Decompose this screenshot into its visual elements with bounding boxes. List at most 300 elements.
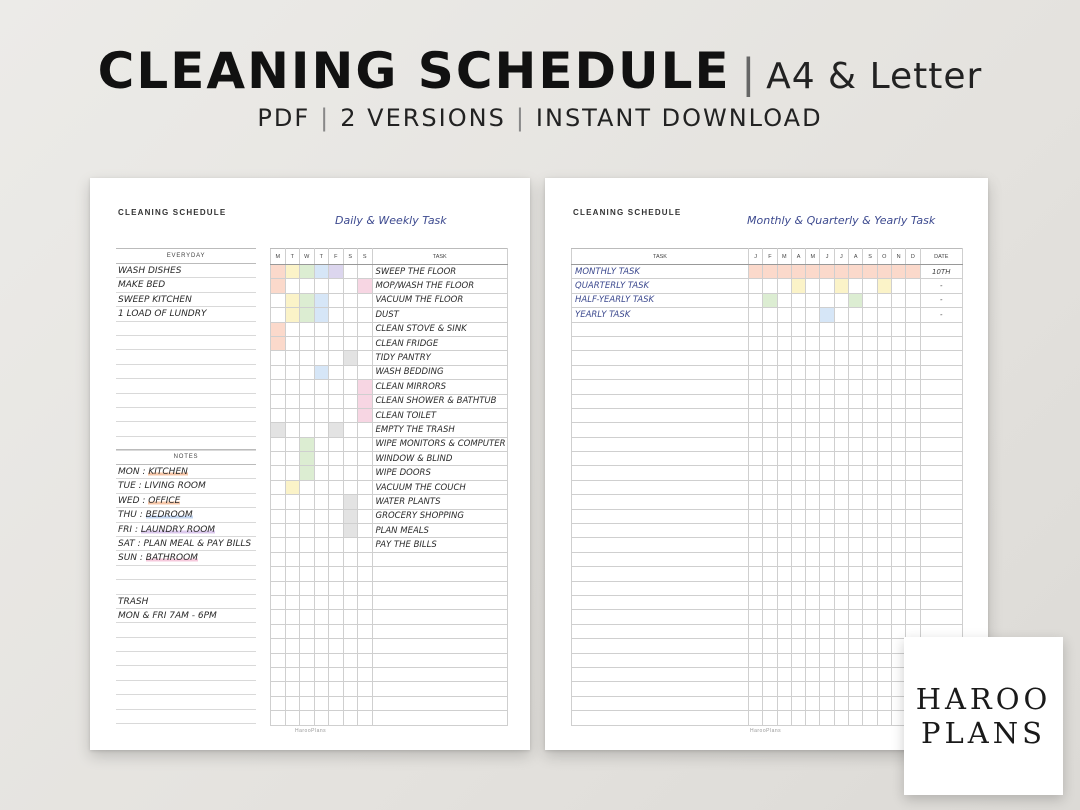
day-check-cell bbox=[329, 538, 344, 552]
month-check-cell bbox=[834, 595, 848, 609]
month-check-cell bbox=[777, 624, 791, 638]
note-room: KITCHEN bbox=[148, 467, 188, 477]
day-check-cell bbox=[314, 653, 329, 667]
task-date bbox=[920, 394, 962, 408]
task-name bbox=[572, 653, 749, 667]
day-check-cell bbox=[329, 480, 344, 494]
month-check-cell bbox=[806, 667, 820, 681]
day-check-cell bbox=[329, 265, 344, 279]
month-check-cell bbox=[906, 524, 920, 538]
everyday-panel bbox=[116, 248, 256, 451]
day-check-cell bbox=[314, 610, 329, 624]
notes-line bbox=[116, 551, 256, 565]
day-check-cell bbox=[300, 509, 315, 523]
note-room: LIVING ROOM bbox=[144, 481, 206, 492]
day-check-cell bbox=[358, 336, 373, 350]
month-check-cell bbox=[763, 322, 777, 336]
weekly-task-row bbox=[271, 308, 508, 322]
month-check-cell bbox=[749, 552, 763, 566]
day-check-cell bbox=[358, 351, 373, 365]
month-check-cell bbox=[891, 322, 905, 336]
task-name bbox=[372, 610, 508, 624]
day-check-cell bbox=[329, 711, 344, 725]
month-check-cell bbox=[834, 538, 848, 552]
month-check-cell bbox=[863, 265, 877, 279]
task-name: CLEAN MIRRORS bbox=[372, 380, 508, 394]
month-check-cell bbox=[834, 696, 848, 710]
yearly-task-row bbox=[572, 336, 963, 350]
month-check-cell bbox=[863, 336, 877, 350]
month-check-cell bbox=[906, 581, 920, 595]
month-check-cell bbox=[763, 667, 777, 681]
day-check-cell bbox=[343, 610, 358, 624]
month-check-cell bbox=[820, 639, 834, 653]
month-check-cell bbox=[906, 423, 920, 437]
note-room: LAUNDRY ROOM bbox=[140, 524, 216, 535]
everyday-item bbox=[116, 322, 256, 336]
note-day: FRI : bbox=[118, 524, 141, 535]
month-check-cell bbox=[806, 682, 820, 696]
date-header: DATE bbox=[920, 249, 962, 265]
day-check-cell bbox=[285, 581, 300, 595]
task-name bbox=[572, 667, 749, 681]
note-room: BEDROOM bbox=[145, 510, 193, 521]
month-check-cell bbox=[749, 394, 763, 408]
month-header: S bbox=[863, 249, 877, 265]
day-check-cell bbox=[285, 466, 300, 480]
day-check-cell bbox=[329, 322, 344, 336]
day-check-cell bbox=[300, 437, 315, 451]
month-check-cell bbox=[806, 639, 820, 653]
task-date: 10TH bbox=[920, 265, 962, 279]
month-check-cell bbox=[791, 423, 805, 437]
day-check-cell bbox=[271, 437, 286, 451]
note-day: TUE : bbox=[118, 481, 145, 492]
month-check-cell bbox=[763, 509, 777, 523]
day-check-cell bbox=[271, 653, 286, 667]
month-check-cell bbox=[763, 365, 777, 379]
month-check-cell bbox=[791, 639, 805, 653]
month-check-cell bbox=[791, 581, 805, 595]
task-name: WIPE DOORS bbox=[372, 466, 508, 480]
day-check-cell bbox=[271, 711, 286, 725]
month-check-cell bbox=[906, 408, 920, 422]
day-check-cell bbox=[314, 380, 329, 394]
day-check-cell bbox=[358, 509, 373, 523]
day-check-cell bbox=[343, 682, 358, 696]
month-check-cell bbox=[891, 351, 905, 365]
month-check-cell bbox=[806, 538, 820, 552]
day-check-cell bbox=[314, 279, 329, 293]
task-name bbox=[572, 711, 749, 725]
weekly-task-row bbox=[271, 495, 508, 509]
day-check-cell bbox=[343, 624, 358, 638]
day-check-cell bbox=[300, 365, 315, 379]
day-check-cell bbox=[314, 495, 329, 509]
task-date bbox=[920, 595, 962, 609]
month-check-cell bbox=[877, 380, 891, 394]
day-check-cell bbox=[285, 480, 300, 494]
task-date bbox=[920, 480, 962, 494]
task-date bbox=[920, 567, 962, 581]
task-name bbox=[372, 624, 508, 638]
notes-line bbox=[116, 710, 256, 724]
month-check-cell bbox=[763, 495, 777, 509]
weekly-task-row bbox=[271, 466, 508, 480]
month-check-cell bbox=[791, 437, 805, 451]
day-check-cell bbox=[343, 437, 358, 451]
note-day: MON : bbox=[118, 467, 149, 477]
weekly-task-row bbox=[271, 639, 508, 653]
month-check-cell bbox=[863, 624, 877, 638]
month-check-cell bbox=[863, 351, 877, 365]
day-check-cell bbox=[285, 308, 300, 322]
task-name: QUARTERLY TASK bbox=[572, 279, 749, 293]
month-check-cell bbox=[834, 639, 848, 653]
everyday-item: 1 LOAD OF LUNDRY bbox=[116, 307, 256, 321]
month-check-cell bbox=[749, 265, 763, 279]
weekly-task-row bbox=[271, 322, 508, 336]
month-check-cell bbox=[806, 351, 820, 365]
month-check-cell bbox=[749, 495, 763, 509]
month-check-cell bbox=[849, 365, 863, 379]
month-check-cell bbox=[906, 567, 920, 581]
day-check-cell bbox=[358, 265, 373, 279]
month-check-cell bbox=[849, 423, 863, 437]
task-date bbox=[920, 322, 962, 336]
month-check-cell bbox=[777, 480, 791, 494]
month-check-cell bbox=[777, 653, 791, 667]
day-check-cell bbox=[358, 696, 373, 710]
month-check-cell bbox=[877, 322, 891, 336]
month-check-cell bbox=[863, 667, 877, 681]
day-check-cell bbox=[271, 567, 286, 581]
month-check-cell bbox=[877, 308, 891, 322]
day-check-cell bbox=[300, 653, 315, 667]
day-check-cell bbox=[329, 682, 344, 696]
month-check-cell bbox=[891, 308, 905, 322]
task-date bbox=[920, 610, 962, 624]
month-check-cell bbox=[791, 567, 805, 581]
task-name bbox=[572, 581, 749, 595]
weekly-task-row bbox=[271, 336, 508, 350]
day-check-cell bbox=[285, 394, 300, 408]
day-check-cell bbox=[343, 423, 358, 437]
day-check-cell bbox=[343, 365, 358, 379]
month-check-cell bbox=[806, 711, 820, 725]
day-check-cell bbox=[358, 452, 373, 466]
month-check-cell bbox=[763, 308, 777, 322]
yearly-task-row bbox=[572, 351, 963, 365]
task-date bbox=[920, 509, 962, 523]
day-check-cell bbox=[314, 308, 329, 322]
task-name: WATER PLANTS bbox=[372, 495, 508, 509]
month-check-cell bbox=[777, 567, 791, 581]
day-check-cell bbox=[358, 308, 373, 322]
task-date bbox=[920, 351, 962, 365]
day-check-cell bbox=[300, 567, 315, 581]
month-check-cell bbox=[906, 336, 920, 350]
month-check-cell bbox=[863, 639, 877, 653]
month-check-cell bbox=[891, 552, 905, 566]
month-check-cell bbox=[763, 682, 777, 696]
title-separator: | bbox=[742, 49, 755, 98]
month-check-cell bbox=[849, 265, 863, 279]
task-header: TASK bbox=[572, 249, 749, 265]
month-check-cell bbox=[834, 279, 848, 293]
day-check-cell bbox=[300, 293, 315, 307]
task-name: GROCERY SHOPPING bbox=[372, 509, 508, 523]
day-check-cell bbox=[271, 408, 286, 422]
weekly-task-row bbox=[271, 480, 508, 494]
weekly-task-row bbox=[271, 265, 508, 279]
month-check-cell bbox=[777, 265, 791, 279]
month-check-cell bbox=[820, 293, 834, 307]
month-check-cell bbox=[806, 610, 820, 624]
month-check-cell bbox=[820, 610, 834, 624]
day-check-cell bbox=[314, 711, 329, 725]
task-name bbox=[372, 667, 508, 681]
month-check-cell bbox=[749, 711, 763, 725]
month-header: F bbox=[763, 249, 777, 265]
weekday-header: W bbox=[300, 249, 315, 265]
day-check-cell bbox=[329, 351, 344, 365]
month-check-cell bbox=[749, 567, 763, 581]
month-check-cell bbox=[777, 437, 791, 451]
yearly-task-row bbox=[572, 495, 963, 509]
month-check-cell bbox=[891, 365, 905, 379]
month-check-cell bbox=[791, 466, 805, 480]
day-check-cell bbox=[300, 466, 315, 480]
month-check-cell bbox=[849, 538, 863, 552]
task-name: MONTHLY TASK bbox=[572, 265, 749, 279]
subheadline-separator: | bbox=[515, 104, 526, 132]
task-name bbox=[372, 682, 508, 696]
month-check-cell bbox=[749, 336, 763, 350]
task-name: VACUUM THE FLOOR bbox=[372, 293, 508, 307]
day-check-cell bbox=[271, 293, 286, 307]
day-check-cell bbox=[358, 653, 373, 667]
day-check-cell bbox=[285, 322, 300, 336]
weekday-header: T bbox=[285, 249, 300, 265]
weekly-task-row bbox=[271, 696, 508, 710]
day-check-cell bbox=[329, 394, 344, 408]
weekly-task-row bbox=[271, 365, 508, 379]
task-date: - bbox=[920, 308, 962, 322]
task-date bbox=[920, 581, 962, 595]
month-check-cell bbox=[906, 437, 920, 451]
month-check-cell bbox=[891, 509, 905, 523]
month-check-cell bbox=[749, 682, 763, 696]
month-check-cell bbox=[791, 538, 805, 552]
month-check-cell bbox=[791, 265, 805, 279]
script-title: Daily & Weekly Task bbox=[335, 214, 447, 227]
month-check-cell bbox=[849, 437, 863, 451]
month-check-cell bbox=[749, 380, 763, 394]
day-check-cell bbox=[271, 423, 286, 437]
task-name bbox=[372, 653, 508, 667]
day-check-cell bbox=[271, 595, 286, 609]
month-check-cell bbox=[777, 495, 791, 509]
month-check-cell bbox=[863, 394, 877, 408]
day-check-cell bbox=[285, 336, 300, 350]
task-date bbox=[920, 423, 962, 437]
month-check-cell bbox=[777, 279, 791, 293]
day-check-cell bbox=[314, 667, 329, 681]
day-check-cell bbox=[314, 466, 329, 480]
day-check-cell bbox=[300, 682, 315, 696]
month-check-cell bbox=[806, 567, 820, 581]
month-check-cell bbox=[777, 509, 791, 523]
task-date bbox=[920, 466, 962, 480]
weekly-task-row bbox=[271, 509, 508, 523]
month-check-cell bbox=[806, 322, 820, 336]
month-check-cell bbox=[749, 595, 763, 609]
weekly-task-row bbox=[271, 293, 508, 307]
day-check-cell bbox=[314, 452, 329, 466]
task-name bbox=[572, 696, 749, 710]
month-check-cell bbox=[834, 308, 848, 322]
notes-line bbox=[116, 465, 256, 479]
weekly-task-row bbox=[271, 711, 508, 725]
month-check-cell bbox=[849, 682, 863, 696]
day-check-cell bbox=[271, 452, 286, 466]
weekly-task-row bbox=[271, 394, 508, 408]
day-check-cell bbox=[358, 624, 373, 638]
month-check-cell bbox=[863, 279, 877, 293]
task-name: CLEAN TOILET bbox=[372, 408, 508, 422]
day-check-cell bbox=[314, 509, 329, 523]
day-check-cell bbox=[358, 538, 373, 552]
day-check-cell bbox=[329, 524, 344, 538]
month-check-cell bbox=[820, 538, 834, 552]
yearly-task-row bbox=[572, 524, 963, 538]
month-check-cell bbox=[791, 293, 805, 307]
month-check-cell bbox=[863, 653, 877, 667]
month-check-cell bbox=[763, 466, 777, 480]
yearly-task-row bbox=[572, 279, 963, 293]
day-check-cell bbox=[343, 293, 358, 307]
weekly-task-row bbox=[271, 380, 508, 394]
month-check-cell bbox=[834, 293, 848, 307]
month-check-cell bbox=[891, 538, 905, 552]
month-check-cell bbox=[763, 581, 777, 595]
subheadline-item-pdf: PDF bbox=[257, 104, 311, 132]
note-room: BATHROOM bbox=[145, 553, 198, 564]
day-check-cell bbox=[314, 394, 329, 408]
month-check-cell bbox=[806, 394, 820, 408]
month-check-cell bbox=[877, 452, 891, 466]
task-name bbox=[572, 322, 749, 336]
day-check-cell bbox=[343, 466, 358, 480]
logo-line-2: PLANS bbox=[921, 716, 1046, 750]
weekly-task-row bbox=[271, 667, 508, 681]
month-check-cell bbox=[820, 567, 834, 581]
month-check-cell bbox=[834, 265, 848, 279]
day-check-cell bbox=[329, 495, 344, 509]
month-check-cell bbox=[849, 581, 863, 595]
day-check-cell bbox=[271, 480, 286, 494]
month-check-cell bbox=[891, 567, 905, 581]
month-check-cell bbox=[763, 437, 777, 451]
day-check-cell bbox=[300, 696, 315, 710]
month-check-cell bbox=[834, 524, 848, 538]
day-check-cell bbox=[285, 624, 300, 638]
day-check-cell bbox=[358, 365, 373, 379]
weekly-task-row bbox=[271, 351, 508, 365]
day-check-cell bbox=[300, 711, 315, 725]
weekly-task-row bbox=[271, 408, 508, 422]
month-check-cell bbox=[863, 538, 877, 552]
day-check-cell bbox=[343, 538, 358, 552]
month-check-cell bbox=[863, 365, 877, 379]
everyday-item bbox=[116, 350, 256, 364]
month-check-cell bbox=[834, 322, 848, 336]
task-name bbox=[572, 538, 749, 552]
day-check-cell bbox=[285, 495, 300, 509]
weekly-task-row bbox=[271, 423, 508, 437]
day-check-cell bbox=[343, 552, 358, 566]
month-check-cell bbox=[834, 567, 848, 581]
month-check-cell bbox=[777, 581, 791, 595]
month-check-cell bbox=[891, 423, 905, 437]
month-check-cell bbox=[849, 610, 863, 624]
month-check-cell bbox=[877, 567, 891, 581]
month-check-cell bbox=[749, 667, 763, 681]
day-check-cell bbox=[314, 351, 329, 365]
month-check-cell bbox=[849, 279, 863, 293]
month-check-cell bbox=[849, 394, 863, 408]
day-check-cell bbox=[271, 552, 286, 566]
yearly-task-row bbox=[572, 380, 963, 394]
month-check-cell bbox=[891, 610, 905, 624]
day-check-cell bbox=[358, 610, 373, 624]
month-check-cell bbox=[877, 466, 891, 480]
task-name bbox=[572, 595, 749, 609]
notes-line bbox=[116, 479, 256, 493]
month-check-cell bbox=[863, 423, 877, 437]
month-check-cell bbox=[820, 265, 834, 279]
day-check-cell bbox=[271, 581, 286, 595]
yearly-task-row bbox=[572, 394, 963, 408]
month-check-cell bbox=[763, 653, 777, 667]
day-check-cell bbox=[300, 667, 315, 681]
month-check-cell bbox=[763, 624, 777, 638]
task-name: WINDOW & BLIND bbox=[372, 452, 508, 466]
month-check-cell bbox=[763, 394, 777, 408]
day-check-cell bbox=[314, 567, 329, 581]
day-check-cell bbox=[343, 639, 358, 653]
task-name bbox=[572, 567, 749, 581]
month-check-cell bbox=[863, 495, 877, 509]
day-check-cell bbox=[343, 696, 358, 710]
month-check-cell bbox=[763, 639, 777, 653]
day-check-cell bbox=[358, 279, 373, 293]
month-check-cell bbox=[849, 624, 863, 638]
day-check-cell bbox=[329, 408, 344, 422]
month-check-cell bbox=[834, 336, 848, 350]
month-check-cell bbox=[863, 293, 877, 307]
day-check-cell bbox=[329, 696, 344, 710]
task-name: CLEAN SHOWER & BATHTUB bbox=[372, 394, 508, 408]
month-check-cell bbox=[906, 552, 920, 566]
doc-title: CLEANING SCHEDULE bbox=[118, 208, 227, 217]
yearly-task-row bbox=[572, 408, 963, 422]
subheadline bbox=[0, 104, 1080, 132]
day-check-cell bbox=[271, 380, 286, 394]
month-check-cell bbox=[820, 509, 834, 523]
day-check-cell bbox=[314, 322, 329, 336]
